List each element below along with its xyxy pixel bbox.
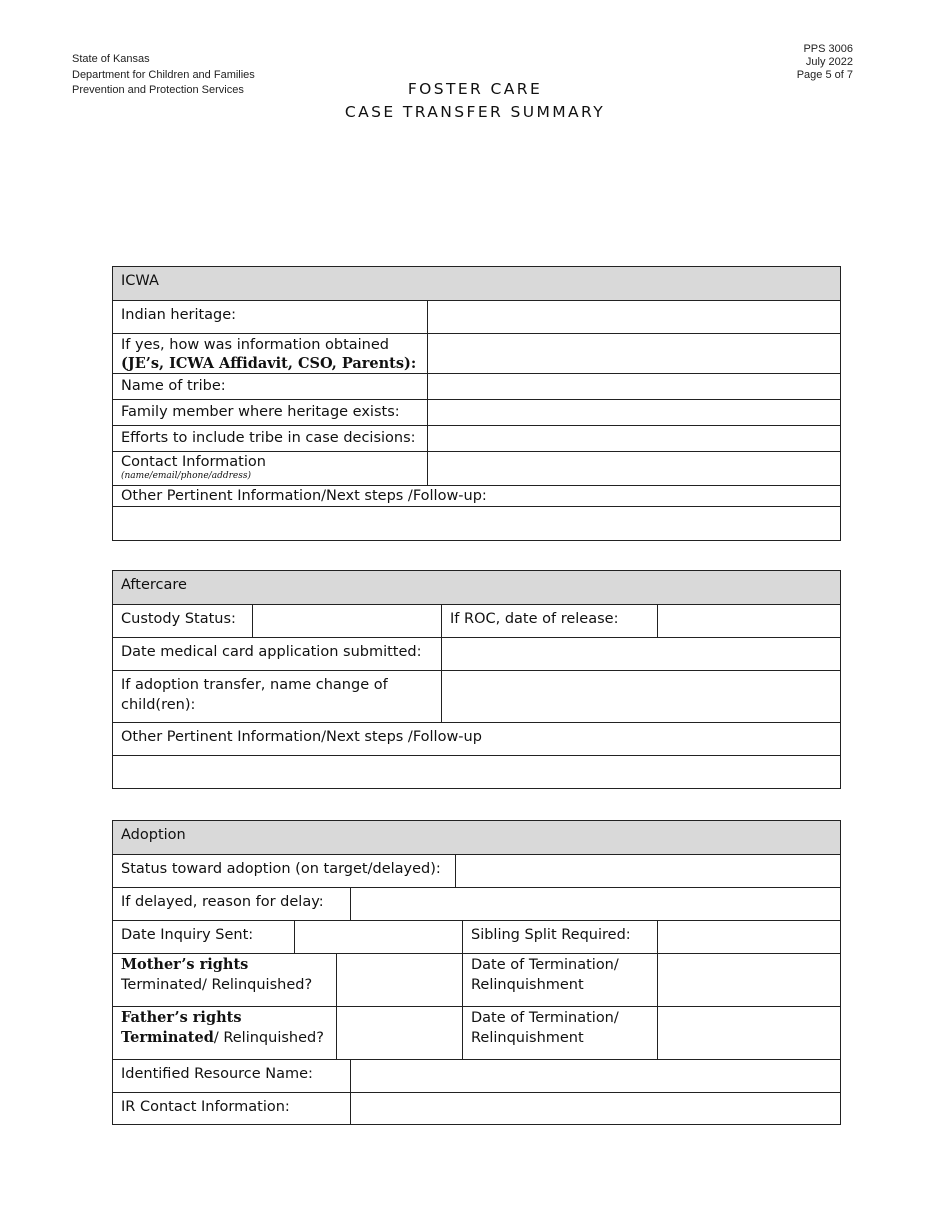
mother-termination-date-label: Date of Termination/ Relinquishment <box>462 954 657 1006</box>
ir-contact-label: IR Contact Information: <box>121 1099 290 1115</box>
indian-heritage-field[interactable] <box>427 301 840 333</box>
page-title <box>0 78 950 124</box>
resource-name-row <box>113 1059 840 1092</box>
icwa-other-field-row <box>113 506 840 540</box>
medical-card-row <box>113 637 840 670</box>
adoption-heading-row <box>113 821 840 854</box>
info-obtained-sources: (JE’s, ICWA Affidavit, CSO, Parents): <box>121 355 417 372</box>
tribe-name-field[interactable] <box>427 374 840 399</box>
aftercare-other-field[interactable] <box>113 756 840 788</box>
tribe-efforts-label: Efforts to include tribe in case decisions: <box>121 430 416 446</box>
info-obtained-row <box>113 333 840 373</box>
adoption-status-label: Status toward adoption (on target/delayed): <box>121 861 441 877</box>
fathers-rights-rest: / Relinquished? <box>213 1030 324 1046</box>
form-id-block <box>797 43 853 82</box>
resource-name-field[interactable] <box>350 1060 840 1092</box>
contact-info-row <box>113 451 840 485</box>
icwa-heading-row <box>113 267 840 300</box>
medical-card-label: Date medical card application submitted: <box>121 644 422 660</box>
family-member-field[interactable] <box>427 400 840 425</box>
icwa-section <box>112 266 841 541</box>
custody-status-label: Custody Status: <box>121 611 236 627</box>
tribe-name-label: Name of tribe: <box>121 378 226 394</box>
info-obtained-question: If yes, how was information obtained <box>121 337 389 353</box>
fathers-rights-bold: Father’s rights Terminated <box>121 1009 242 1046</box>
page-number: Page 5 of 7 <box>796 69 853 81</box>
father-termination-date-field[interactable] <box>657 1007 840 1059</box>
adoption-transfer-row <box>113 670 840 722</box>
delay-reason-label: If delayed, reason for delay: <box>121 894 324 910</box>
indian-heritage-row <box>113 300 840 333</box>
icwa-other-row <box>113 485 840 506</box>
contact-info-field[interactable] <box>427 452 840 485</box>
fathers-rights-row <box>113 1006 840 1059</box>
title-line-2: CASE TRANSFER SUMMARY <box>344 103 606 121</box>
mother-termination-date-field[interactable] <box>657 954 840 1006</box>
agency-division: Prevention and Protection Services <box>72 84 244 96</box>
family-member-label: Family member where heritage exists: <box>121 404 400 420</box>
delay-reason-field[interactable] <box>350 888 840 920</box>
delay-reason-row <box>113 887 840 920</box>
fathers-rights-label <box>113 1007 336 1059</box>
resource-name-label: Identified Resource Name: <box>121 1066 313 1082</box>
adoption-status-field[interactable] <box>455 855 840 887</box>
tribe-efforts-field[interactable] <box>427 426 840 451</box>
custody-status-field[interactable] <box>252 605 441 637</box>
mothers-rights-bold: Mother’s rights <box>121 956 249 973</box>
medical-card-field[interactable] <box>441 638 840 670</box>
aftercare-section <box>112 570 841 789</box>
father-termination-date-label: Date of Termination/ Relinquishment <box>462 1007 657 1059</box>
info-obtained-label <box>113 334 427 373</box>
mothers-rights-rest: Terminated/ Relinquished? <box>121 977 313 993</box>
indian-heritage-label: Indian heritage: <box>121 307 237 323</box>
adoption-heading: Adoption <box>121 827 186 843</box>
sibling-split-label: Sibling Split Required: <box>462 921 657 953</box>
adoption-transfer-label: If adoption transfer, name change of child(ren): <box>121 677 388 713</box>
inquiry-date-label: Date Inquiry Sent: <box>121 927 254 943</box>
custody-row <box>113 604 840 637</box>
contact-info-hint: (name/email/phone/address) <box>121 471 251 481</box>
sibling-split-field[interactable] <box>657 921 840 953</box>
icwa-other-field[interactable] <box>113 507 840 540</box>
mothers-rights-label <box>113 954 336 1006</box>
inquiry-row <box>113 920 840 953</box>
title-line-1: FOSTER CARE <box>407 80 543 98</box>
contact-info-title: Contact Information <box>121 454 266 470</box>
mothers-rights-field[interactable] <box>336 954 462 1006</box>
roc-date-label: If ROC, date of release: <box>441 605 657 637</box>
aftercare-other-label: Other Pertinent Information/Next steps /Follow-up <box>121 729 482 745</box>
family-member-row <box>113 399 840 425</box>
roc-date-field[interactable] <box>657 605 840 637</box>
inquiry-date-field[interactable] <box>294 921 462 953</box>
aftercare-other-row <box>113 722 840 755</box>
adoption-status-row <box>113 854 840 887</box>
aftercare-heading: Aftercare <box>121 577 187 593</box>
mothers-rights-row <box>113 953 840 1006</box>
form-date: July 2022 <box>805 56 853 68</box>
aftercare-heading-row <box>113 571 840 604</box>
agency-department: Department for Children and Families <box>72 68 255 81</box>
form-number: PPS 3006 <box>803 43 853 55</box>
tribe-name-row <box>113 373 840 399</box>
adoption-section <box>112 820 841 1125</box>
icwa-heading: ICWA <box>121 273 159 289</box>
tribe-efforts-row <box>113 425 840 451</box>
adoption-transfer-field[interactable] <box>441 671 840 722</box>
ir-contact-field[interactable] <box>350 1093 840 1124</box>
aftercare-other-field-row <box>113 755 840 788</box>
contact-info-label <box>113 452 427 485</box>
agency-state: State of Kansas <box>72 53 150 65</box>
ir-contact-row <box>113 1092 840 1124</box>
icwa-other-label: Other Pertinent Information/Next steps /Follow-up: <box>121 488 487 504</box>
fathers-rights-field[interactable] <box>336 1007 462 1059</box>
info-obtained-field[interactable] <box>427 334 840 373</box>
